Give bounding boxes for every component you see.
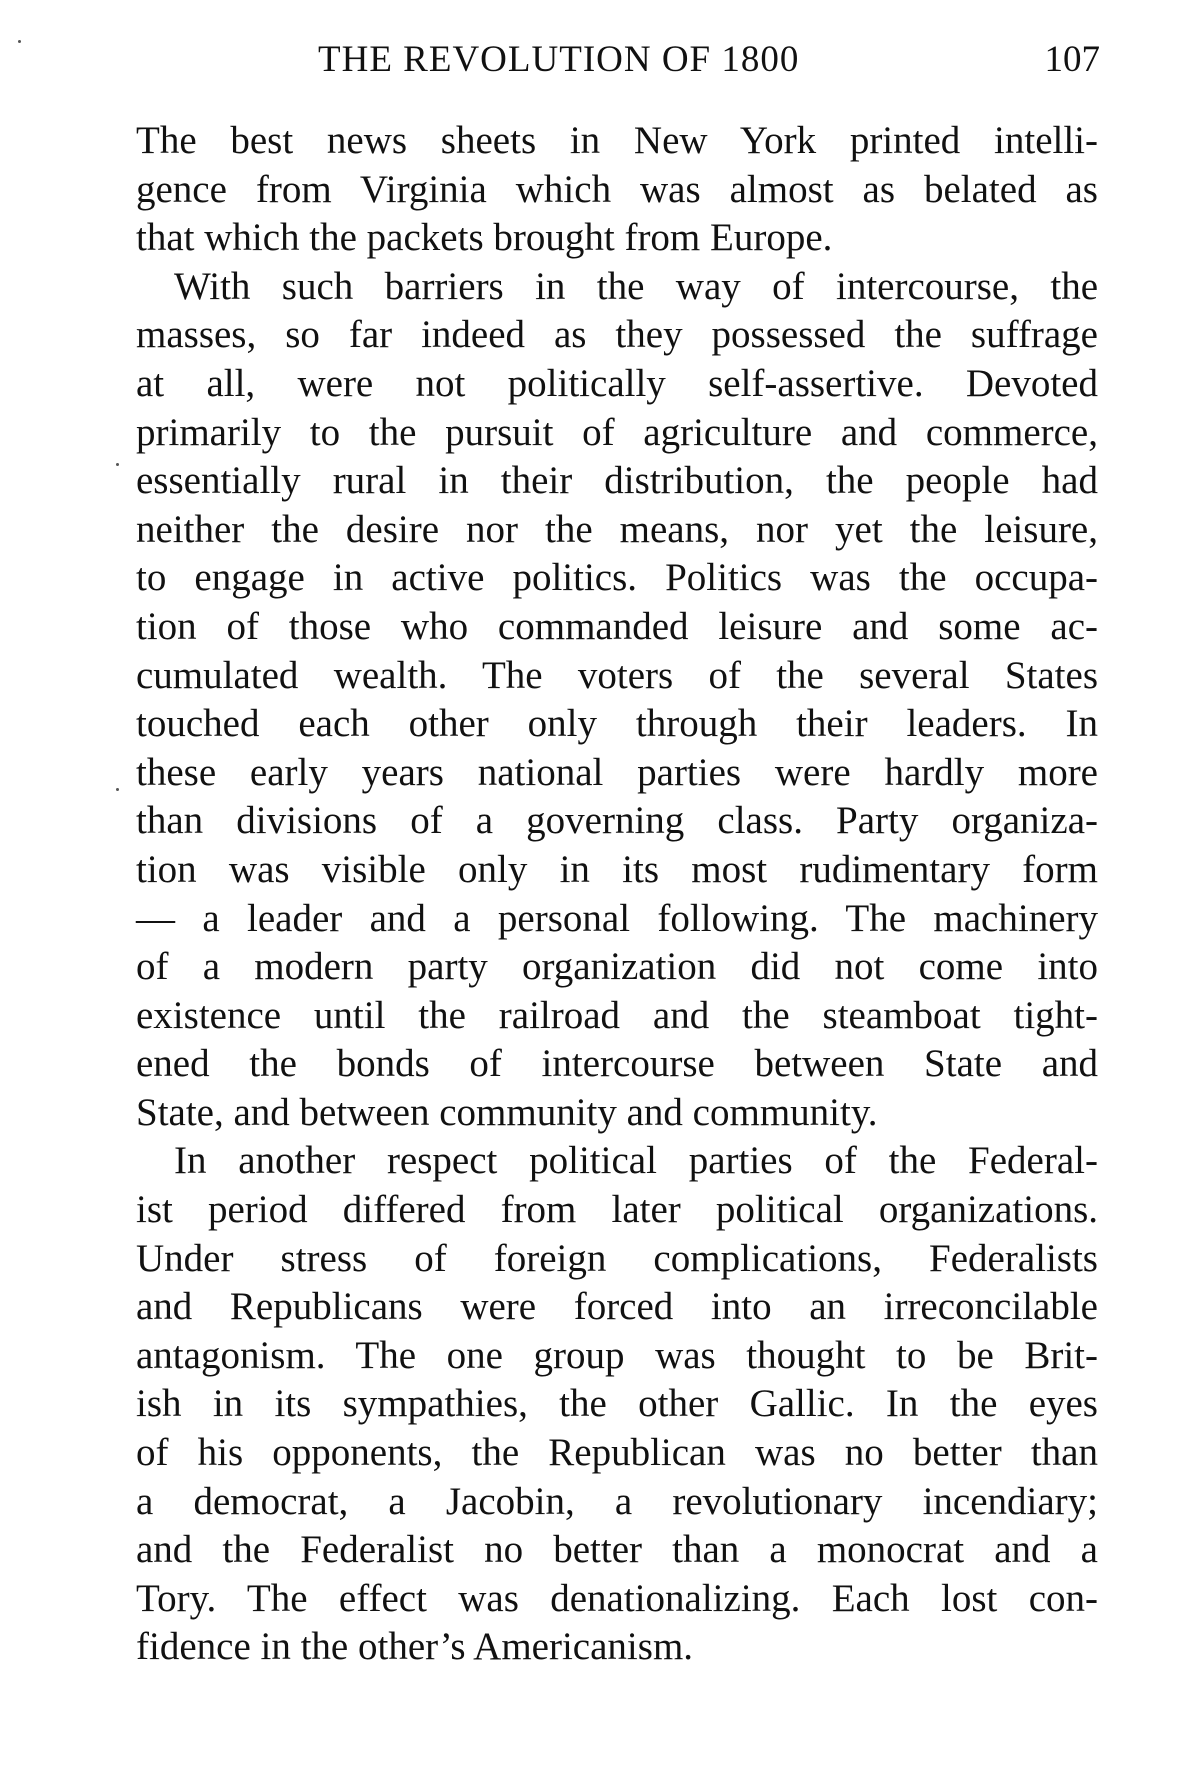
text-line: neither the desire nor the means, nor yet the leisure,	[136, 507, 1098, 551]
text-line: tion was visible only in its most rudimentary form	[136, 847, 1098, 891]
page-number: 107	[1044, 39, 1100, 80]
text-line: primarily to the pursuit of agriculture and commerce,	[136, 410, 1098, 454]
text-line: ist period differed from later political organizations.	[136, 1188, 1098, 1232]
text-line: tion of those who commanded leisure and some ac-	[136, 604, 1098, 648]
text-line: touched each other only through their leaders. In	[136, 702, 1098, 746]
text-line: Under stress of foreign complications, Federalists	[136, 1236, 1098, 1280]
scan-speck	[18, 40, 21, 43]
text-line: of a modern party organization did not come into	[136, 945, 1098, 989]
paragraph	[136, 117, 1098, 263]
text-line: cumulated wealth. The voters of the several States	[136, 653, 1098, 697]
page-header	[0, 38, 1100, 88]
text-line: that which the packets brought from Europe.	[136, 216, 833, 260]
text-line: antagonism. The one group was thought to be Brit-	[136, 1333, 1098, 1377]
scan-speck	[116, 788, 119, 791]
paragraph	[136, 263, 1098, 1138]
paragraph	[136, 1137, 1098, 1672]
text-line: and the Federalist no better than a monocrat and a	[136, 1528, 1098, 1572]
text-line: masses, so far indeed as they possessed the suffrage	[136, 313, 1098, 357]
text-line: a democrat, a Jacobin, a revolutionary incendiary;	[136, 1479, 1098, 1523]
text-line: With such barriers in the way of intercourse, the	[174, 264, 1098, 308]
text-line: ish in its sympathies, the other Gallic. In the eyes	[136, 1382, 1098, 1426]
text-line: to engage in active politics. Politics was the occupa-	[136, 556, 1098, 600]
text-line: — a leader and a personal following. The machinery	[136, 896, 1098, 940]
text-line: The best news sheets in New York printed intelli-	[136, 119, 1098, 162]
text-line: fidence in the other’s Americanism.	[136, 1625, 694, 1669]
text-line: of his opponents, the Republican was no better than	[136, 1431, 1098, 1475]
text-line: at all, were not politically self-assertive. Devoted	[136, 361, 1098, 405]
text-line: In another respect political parties of the Federal-	[174, 1139, 1098, 1183]
scan-speck	[116, 463, 119, 466]
text-line: State, and between community and community.	[136, 1090, 878, 1134]
body-text	[136, 117, 1098, 1672]
running-head: THE REVOLUTION OF 1800	[318, 39, 800, 80]
text-line: Tory. The effect was denationalizing. Each lost con-	[136, 1576, 1098, 1620]
text-line: essentially rural in their distribution, the people had	[136, 459, 1098, 503]
text-line: these early years national parties were hardly more	[136, 750, 1098, 794]
text-line: than divisions of a governing class. Party organiza-	[136, 799, 1098, 843]
text-line: and Republicans were forced into an irreconcilable	[136, 1285, 1098, 1329]
text-line: ened the bonds of intercourse between State and	[136, 1042, 1098, 1086]
text-line: gence from Virginia which was almost as belated as	[136, 167, 1098, 211]
text-line: existence until the railroad and the steamboat tight-	[136, 993, 1098, 1037]
